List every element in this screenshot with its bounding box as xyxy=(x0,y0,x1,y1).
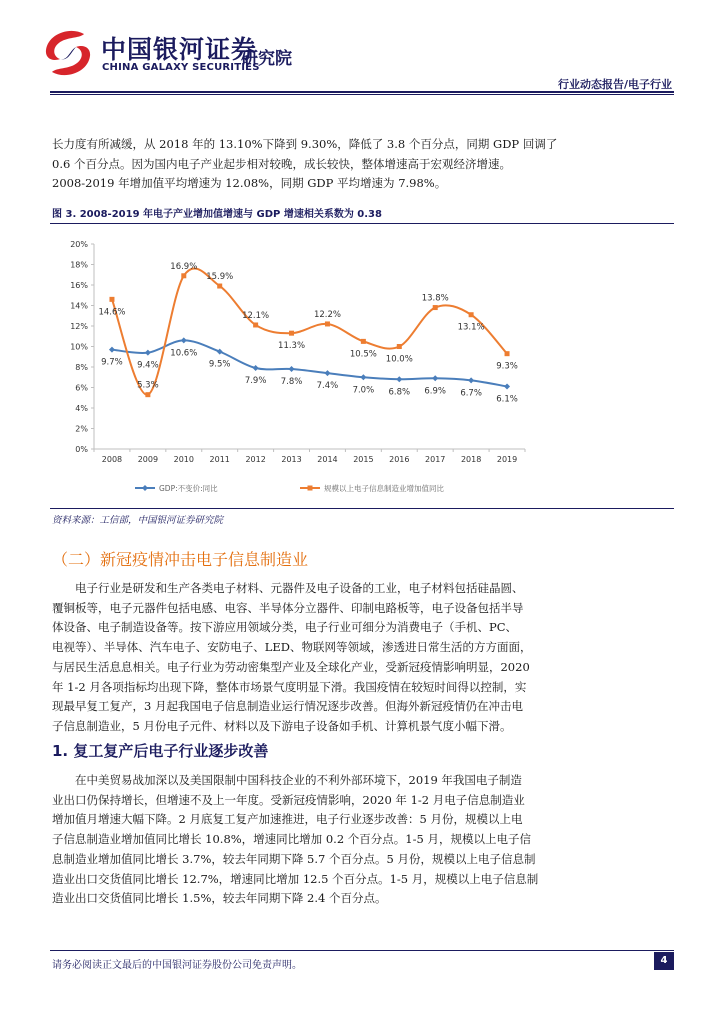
page-number: 4 xyxy=(654,952,674,970)
data-point xyxy=(396,376,402,382)
x-tick-label: 2008 xyxy=(101,455,123,464)
y-tick-label: 14% xyxy=(70,301,88,311)
section-heading: （二）新冠疫情冲击电子信息制造业 xyxy=(52,550,309,569)
data-point xyxy=(217,349,223,355)
intro-paragraph xyxy=(52,135,674,194)
x-tick-label: 2018 xyxy=(460,455,482,464)
data-label: 6.7% xyxy=(460,388,482,399)
x-tick-label: 2014 xyxy=(317,455,338,464)
figure-title-rule xyxy=(50,223,674,224)
logo-english-name: CHINA GALAXY SECURITIES xyxy=(102,62,260,73)
data-label: 10.5% xyxy=(349,349,377,360)
x-tick-label: 2019 xyxy=(496,455,518,464)
y-tick-label: 8% xyxy=(75,363,88,372)
data-label: 5.3% xyxy=(137,380,159,391)
data-label: 7.0% xyxy=(352,385,375,396)
data-label: 12.2% xyxy=(313,309,341,320)
x-tick-label: 2011 xyxy=(209,455,230,464)
x-tick-label: 2017 xyxy=(425,455,446,464)
x-tick-label: 2009 xyxy=(137,455,159,464)
text-line: 子信息制造业，5 月份电子元件、材料以及下游电子设备如手机、计算机景气度小幅下滑。 xyxy=(52,718,512,733)
data-point xyxy=(469,312,474,317)
data-point xyxy=(397,344,402,349)
legend-marker xyxy=(142,485,148,491)
subsection-heading: 1. 复工复产后电子行业逐步改善 xyxy=(52,742,269,760)
legend-label: GDP:不变价:同比 xyxy=(159,484,218,493)
y-tick-label: 0% xyxy=(75,445,88,454)
data-point xyxy=(505,351,510,356)
text-line: 增加值月增速大幅下降。2 月底复工复产加速推进，电子行业逐步改善：5 月份，规模以上电 xyxy=(52,812,523,827)
text-line: 业出口仍保持增长，但增速不及上一年度。受新冠疫情影响，2020 年 1-2 月电子信息制造业 xyxy=(52,792,525,807)
data-label: 7.9% xyxy=(244,376,267,387)
legend-marker xyxy=(308,486,313,491)
data-label: 14.6% xyxy=(98,307,126,318)
figure-source: 资料来源：工信部，中国银河证券研究院 xyxy=(52,515,224,526)
legend-label: 规模以上电子信息制造业增加值同比 xyxy=(324,484,444,493)
source-rule xyxy=(50,508,674,509)
data-point xyxy=(145,350,151,356)
data-point xyxy=(432,375,438,381)
data-label: 6.1% xyxy=(496,394,518,405)
y-tick-label: 2% xyxy=(75,424,88,434)
data-label: 11.3% xyxy=(278,341,306,352)
data-point xyxy=(324,370,330,376)
series-line xyxy=(112,268,507,397)
data-point xyxy=(109,297,114,302)
footer-disclaimer: 请务必阅读正文最后的中国银河证券股份公司免责声明。 xyxy=(52,960,302,971)
y-tick-label: 18% xyxy=(70,260,88,270)
data-label: 10.0% xyxy=(385,354,413,365)
series-line xyxy=(112,340,507,386)
text-line: 与居民生活息息相关。电子行业为劳动密集型产业及全球化产业，受新冠疫情影响明显，2020 xyxy=(52,659,530,674)
line-chart xyxy=(60,232,560,502)
text-line: 造业出口交货值同比增长 12.7%，增速同比增加 12.5 个百分点。1-5 月，规模以上电子信息制 xyxy=(52,871,539,886)
x-tick-label: 2012 xyxy=(245,455,266,464)
data-point xyxy=(325,321,330,326)
data-point xyxy=(468,377,474,383)
data-point xyxy=(181,273,186,278)
x-tick-label: 2015 xyxy=(353,455,374,464)
data-point xyxy=(361,339,366,344)
y-tick-label: 12% xyxy=(70,322,88,331)
data-label: 13.1% xyxy=(457,322,485,333)
data-point xyxy=(289,366,295,372)
text-line: 造业出口交货值同比增长 1.5%，较去年同期下降 2.4 个百分点。 xyxy=(52,891,387,906)
data-point xyxy=(109,347,115,353)
data-point xyxy=(181,337,187,343)
y-tick-label: 6% xyxy=(75,383,88,393)
data-label: 6.8% xyxy=(388,387,411,398)
data-point xyxy=(145,392,150,397)
data-point xyxy=(504,383,510,389)
data-label: 9.3% xyxy=(496,361,518,372)
y-tick-label: 10% xyxy=(70,342,88,352)
text-line: 子信息制造业增加值同比增长 10.8%，增速同比增加 0.2 个百分点。1-5 月，规模以上电子信 xyxy=(52,832,531,847)
data-point xyxy=(360,374,366,380)
data-label: 7.8% xyxy=(280,377,303,388)
header-rule-thin xyxy=(50,94,674,95)
logo-institute: 研究院 xyxy=(241,49,292,69)
y-tick-label: 20% xyxy=(70,240,88,249)
data-label: 7.4% xyxy=(316,381,339,392)
data-label: 16.9% xyxy=(170,261,198,272)
data-label: 10.6% xyxy=(170,348,198,359)
text-line: 现最早复工复产，3 月起我国电子信息制造业运行情况逐步改善。但海外新冠疫情仍在冲击电 xyxy=(52,699,523,714)
text-line: 覆铜板等，电子元器件包括电感、电容、半导体分立器件、印制电路板等，电子设备包括半导 xyxy=(52,600,524,615)
x-tick-label: 2016 xyxy=(389,455,410,464)
text-line: 息制造业增加值同比增长 3.7%，较去年同期下降 5.7 个百分点。5 月份，规模以上电子信息制 xyxy=(52,851,536,866)
text-line: 电子行业是研发和生产各类电子材料、元器件及电子设备的工业，电子材料包括硅晶圆、 xyxy=(75,581,524,595)
section2-paragraph xyxy=(52,579,674,737)
galaxy-swirl-logo-icon xyxy=(40,28,96,78)
data-point xyxy=(253,322,258,327)
data-label: 9.5% xyxy=(208,359,231,370)
data-label: 12.1% xyxy=(242,310,270,321)
text-line: 在中美贸易战加深以及美国限制中国科技企业的不利外部环境下，2019 年我国电子制造 xyxy=(75,773,522,787)
data-label: 13.8% xyxy=(421,293,449,304)
report-type: 行业动态报告/电子行业 xyxy=(557,78,672,91)
data-label: 15.9% xyxy=(206,272,234,283)
data-label: 9.7% xyxy=(101,357,123,368)
footer-rule xyxy=(50,950,674,951)
y-tick-label: 4% xyxy=(75,404,88,413)
text-line: 2008-2019 年增加值平均增速为 12.08%，同期 GDP 平均增速为 7.98%。 xyxy=(52,176,447,191)
text-line: 体设备、电子制造设备等。按下游应用领域分类，电子行业可细分为消费电子（手机、PC、 xyxy=(52,620,518,635)
data-point xyxy=(433,305,438,310)
text-line: 长力度有所减缓，从 2018 年的 13.10%下降到 9.30%，降低了 3.8 个百分点，同期 GDP 回调了 xyxy=(52,137,558,151)
y-tick-label: 16% xyxy=(70,281,88,290)
data-point xyxy=(289,331,294,336)
subsection1-paragraph xyxy=(52,771,674,909)
text-line: 年 1-2 月各项指标均出现下降，整体市场景气度明显下滑。我国疫情在较短时间得以控制，实 xyxy=(52,679,527,694)
x-tick-label: 2010 xyxy=(173,455,194,464)
data-label: 6.9% xyxy=(424,386,447,397)
data-label: 9.4% xyxy=(137,360,159,371)
data-point xyxy=(253,365,259,371)
x-tick-label: 2013 xyxy=(281,455,302,464)
header-rule xyxy=(50,91,674,93)
text-line: 电视等）、半导体、汽车电子、安防电子、LED、物联网等领域，渗透进日常生活的方方面面， xyxy=(52,640,532,655)
logo-chinese-name: 中国银河证券 xyxy=(101,35,258,64)
text-line: 0.6 个百分点。因为国内电子产业起步相对较晚，成长较快，整体增速高于宏观经济增速。 xyxy=(52,156,511,171)
figure-title: 图 3. 2008-2019 年电子产业增加值增速与 GDP 增速相关系数为 0.38 xyxy=(52,209,382,220)
data-point xyxy=(217,284,222,289)
